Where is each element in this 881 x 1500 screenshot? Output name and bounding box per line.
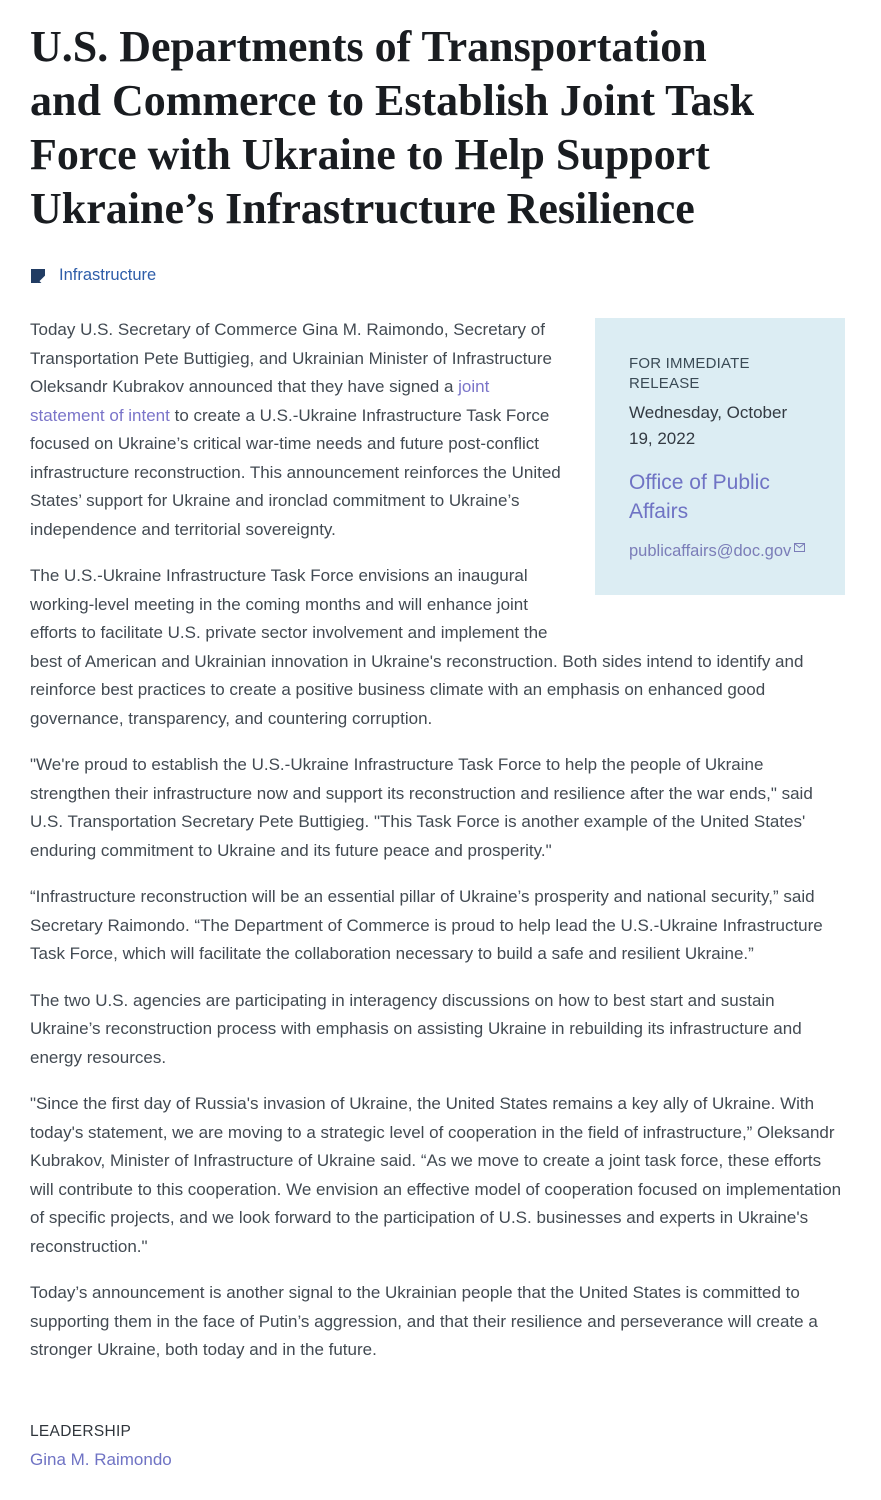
paragraph: The U.S.-Ukraine Infrastructure Task Force envisions an inaugural working-level meeting in the coming months and will enhance joint efforts to facilitate U.S. private sector involvement and implement the best of American and Ukrainian innovation in Ukraine's reconstruction. Both sides intend to identify and reinforce best practices to create a positive business climate with an emphasis on enhanced good governance, transparency, and countering corruption. <box>30 566 804 728</box>
paragraph-text: Today U.S. Secretary of Commerce Gina M. Raimondo, Secretary of Transportation Pete Buttigieg, and Ukrainian Minister of Infrastructure Oleksandr Kubrakov announced that they have signed a <box>30 320 552 396</box>
office-of-public-affairs-link[interactable]: Office of Public Affairs <box>629 471 770 523</box>
joint-statement-of-intent-link[interactable]: joint statement of intent <box>30 377 490 425</box>
tag-icon <box>30 268 46 284</box>
page-title <box>30 20 845 236</box>
page-title-line: Force with Ukraine to Help Support <box>30 130 710 179</box>
leadership-section-label: LEADERSHIP <box>30 1422 132 1440</box>
paragraph: Today’s announcement is another signal to the Ukrainian people that the United States is committed to supporting them in the face of Putin’s aggression, and that their resilience and perseverance will create a stronger Ukraine, both today and in the future. <box>30 1283 818 1359</box>
paragraph: "Since the first day of Russia's invasion of Ukraine, the United States remains a key ally of Ukraine. With today's statement, we are moving to a strategic level of cooperation in the field of infrastructure,” Oleksandr Kubrakov, Minister of Infrastructure of Ukraine said. “As we move to create a joint task force, these efforts will contribute to this cooperation. We envision an effective model of cooperation focused on implementation of specific projects, and we look forward to the participation of U.S. businesses and experts in Ukraine's reconstruction." <box>30 1094 842 1256</box>
page-title-line: and Commerce to Establish Joint Task <box>30 76 755 125</box>
release-date: Wednesday, October 19, 2022 <box>629 403 788 448</box>
gina-raimondo-link[interactable]: Gina M. Raimondo <box>30 1449 172 1469</box>
paragraph: The two U.S. agencies are participating in interagency discussions on how to best start and sustain Ukraine’s reconstruction process with emphasis on assisting Ukraine in rebuilding its infrastructure and energy resources. <box>30 990 802 1067</box>
release-label: FOR IMMEDIATE RELEASE <box>629 355 750 392</box>
paragraph-text: to create a U.S.-Ukraine Infrastructure Task Force focused on Ukraine’s critical war-time needs and future post-conflict infrastructure reconstruction. This announcement reinforces the United States’ support for Ukraine and ironclad commitment to Ukraine’s independence and territorial sovereignty. <box>30 405 561 539</box>
page-title-line: U.S. Departments of Transportation <box>30 22 707 71</box>
topic-tag-row <box>30 266 845 285</box>
paragraph: "We're proud to establish the U.S.-Ukraine Infrastructure Task Force to help the people of Ukraine strengthen their infrastructure now and support its reconstruction and resilience after the war ends," said U.S. Transportation Secretary Pete Buttigieg. "This Task Force is another example of the United States' enduring commitment to Ukraine and its future peace and prosperity." <box>30 755 813 860</box>
leadership-footer <box>30 1423 845 1470</box>
email-address: publicaffairs@doc.gov <box>629 542 792 560</box>
envelope-icon <box>794 543 805 552</box>
public-affairs-email-link[interactable] <box>629 542 805 560</box>
paragraph: “Infrastructure reconstruction will be an essential pillar of Ukraine’s prosperity and national security,” said Secretary Raimondo. “The Department of Commerce is proud to help lead the U.S.-Ukraine Infrastructure Task Force, which will facilitate the collaboration necessary to build a safe and resilient Ukraine.” <box>30 887 823 963</box>
topic-tag-link[interactable]: Infrastructure <box>59 266 157 284</box>
page-title-line: Ukraine’s Infrastructure Resilience <box>30 184 695 233</box>
press-release-info-box <box>595 318 845 595</box>
article-body <box>30 316 845 1365</box>
